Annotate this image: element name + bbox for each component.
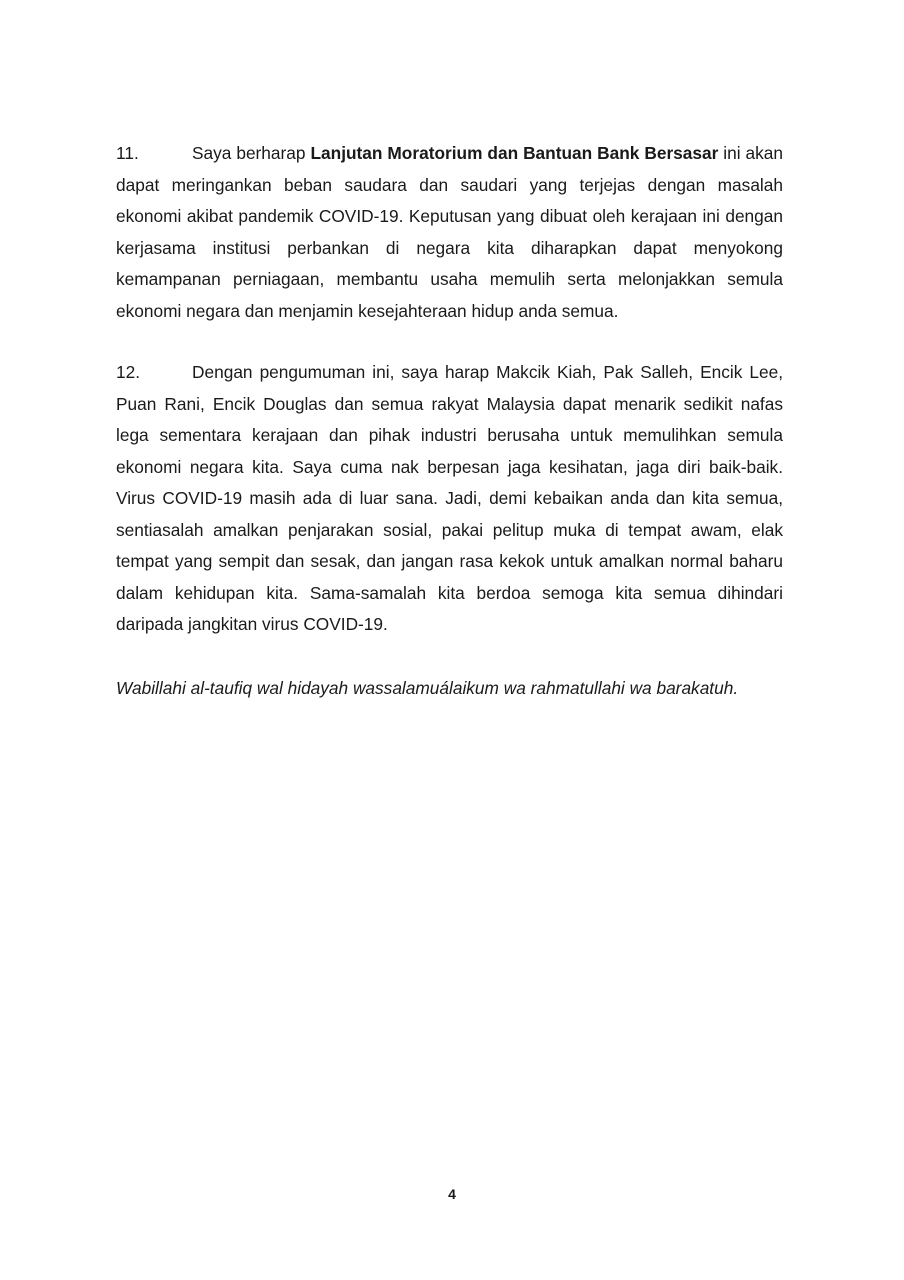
page-number: 4: [448, 1186, 456, 1202]
paragraph-text: ini akan dapat meringankan beban saudara dan saudari yang terjejas dengan masalah ekonomi akibat pandemik COVID-19. Keputusan yang dibuat oleh kerajaan ini dengan kerjasama institusi perbankan di negara kita diharapkan dapat menyokong kemampanan perniagaan, membantu usaha memulih serta melonjakkan semula ekonomi negara dan menjamin kesejahteraan hidup anda semua.: [116, 143, 783, 321]
paragraph-11: [116, 138, 783, 327]
paragraph-number: 11.: [116, 143, 139, 163]
bold-phrase: Lanjutan Moratorium dan Bantuan Bank Bersasar: [310, 143, 719, 163]
paragraph-number: 12.: [116, 362, 141, 382]
paragraph-text: Saya berharap: [192, 143, 311, 163]
paragraph-12: [116, 357, 783, 641]
closing-salutation: Wabillahi al-taufiq wal hidayah wassalamuálaikum wa rahmatullahi wa barakatuh.: [116, 678, 739, 698]
paragraph-text: Dengan pengumuman ini, saya harap Makcik Kiah, Pak Salleh, Encik Lee, Puan Rani, Encik Douglas dan semua rakyat Malaysia dapat menarik sedikit nafas lega sementara kerajaan dan pihak industri berusaha untuk memulihkan semula ekonomi negara kita. Saya cuma nak berpesan jaga kesihatan, jaga diri baik-baik. Virus COVID-19 masih ada di luar sana. Jadi, demi kebaikan anda dan kita semua, sentiasalah amalkan penjarakan sosial, pakai pelitup muka di tempat awam, elak tempat yang sempit dan sesak, dan jangan rasa kekok untuk amalkan normal baharu dalam kehidupan kita. Sama-samalah kita berdoa semoga kita semua dihindari daripada jangkitan virus COVID-19.: [116, 362, 783, 634]
